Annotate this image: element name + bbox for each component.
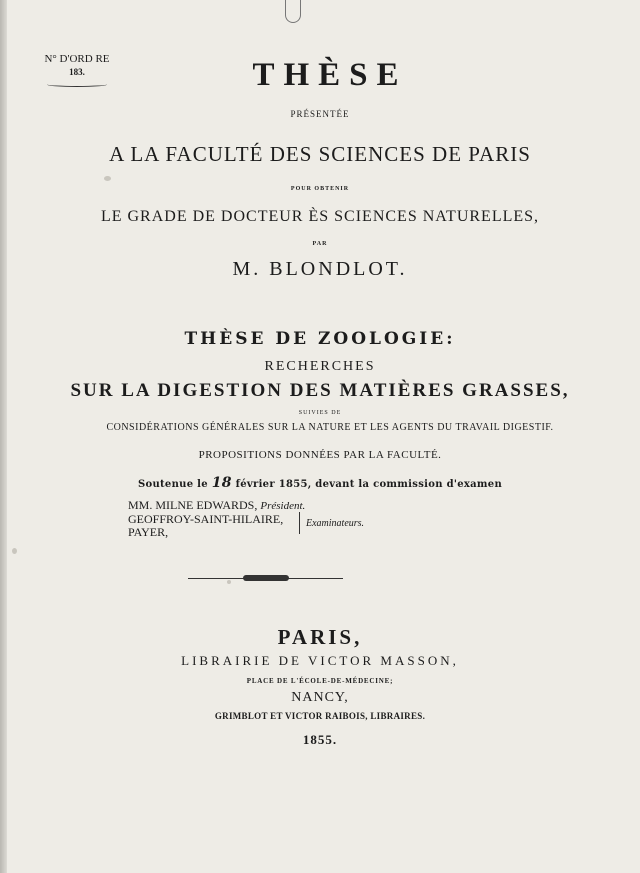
defense-suffix: février 1855, devant la commission d'examen <box>235 479 503 490</box>
ornamental-divider <box>188 578 343 579</box>
publication-year: 1855. <box>302 732 338 747</box>
subject-heading: THÈSE DE ZOOLOGIE: <box>184 329 456 349</box>
par-label: PAR <box>312 241 328 247</box>
publisher-name: LIBRAIRIE DE VICTOR MASSON, <box>181 653 459 668</box>
president-role: Président. <box>260 500 306 512</box>
jury-examiner: PAYER, <box>128 525 169 539</box>
order-label: N° D'ORD RE <box>44 53 110 65</box>
divider-ornament <box>243 575 289 581</box>
faculty-heading: A LA FACULTÉ DES SCIENCES DE PARIS <box>109 142 531 166</box>
examiners-brace <box>299 512 304 534</box>
author-name: M. BLONDLOT. <box>232 258 408 280</box>
booksellers-line: GRIMBLOT ET VICTOR RAIBOIS, LIBRAIRES. <box>214 711 426 721</box>
jury-examiner: GEOFFROY-SAINT-HILAIRE, <box>128 512 284 526</box>
examiners-role: Examinateurs. <box>306 518 365 529</box>
publisher-address: PLACE DE L'ÉCOLE-DE-MÉDECINE; <box>246 677 394 685</box>
recherches-label: RECHERCHES <box>264 359 376 374</box>
degree-line: LE GRADE DE DOCTEUR ÈS SCIENCES NATURELLES, <box>100 208 540 225</box>
second-city: NANCY, <box>291 690 349 705</box>
president-name: MM. MILNE EDWARDS, <box>128 498 258 512</box>
pour-obtenir-label: POUR OBTENIR <box>290 186 350 192</box>
presentee-label: PRÉSENTÉE <box>290 109 350 119</box>
paper-stain <box>12 548 17 554</box>
pencil-mark <box>285 0 301 23</box>
thesis-title: THÈSE <box>252 57 408 93</box>
considerations-line: CONSIDÉRATIONS GÉNÉRALES SUR LA NATURE ET LES AGENTS DU TRAVAIL DIGESTIF. <box>106 422 554 433</box>
defense-line <box>0 475 640 491</box>
suivies-label: SUIVIES DE <box>298 410 342 416</box>
order-number: 183. <box>69 67 85 77</box>
jury-president <box>128 499 305 513</box>
jury-list <box>128 499 305 539</box>
defense-prefix: Soutenue le <box>137 479 208 490</box>
publisher-city: PARIS, <box>277 625 363 649</box>
research-title: SUR LA DIGESTION DES MATIÈRES GRASSES, <box>70 380 570 401</box>
propositions-line: PROPOSITIONS DONNÉES PAR LA FACULTÉ. <box>198 449 442 461</box>
paper-stain <box>104 176 111 181</box>
paper-stain <box>227 580 231 584</box>
defense-day: 18 <box>211 475 232 491</box>
